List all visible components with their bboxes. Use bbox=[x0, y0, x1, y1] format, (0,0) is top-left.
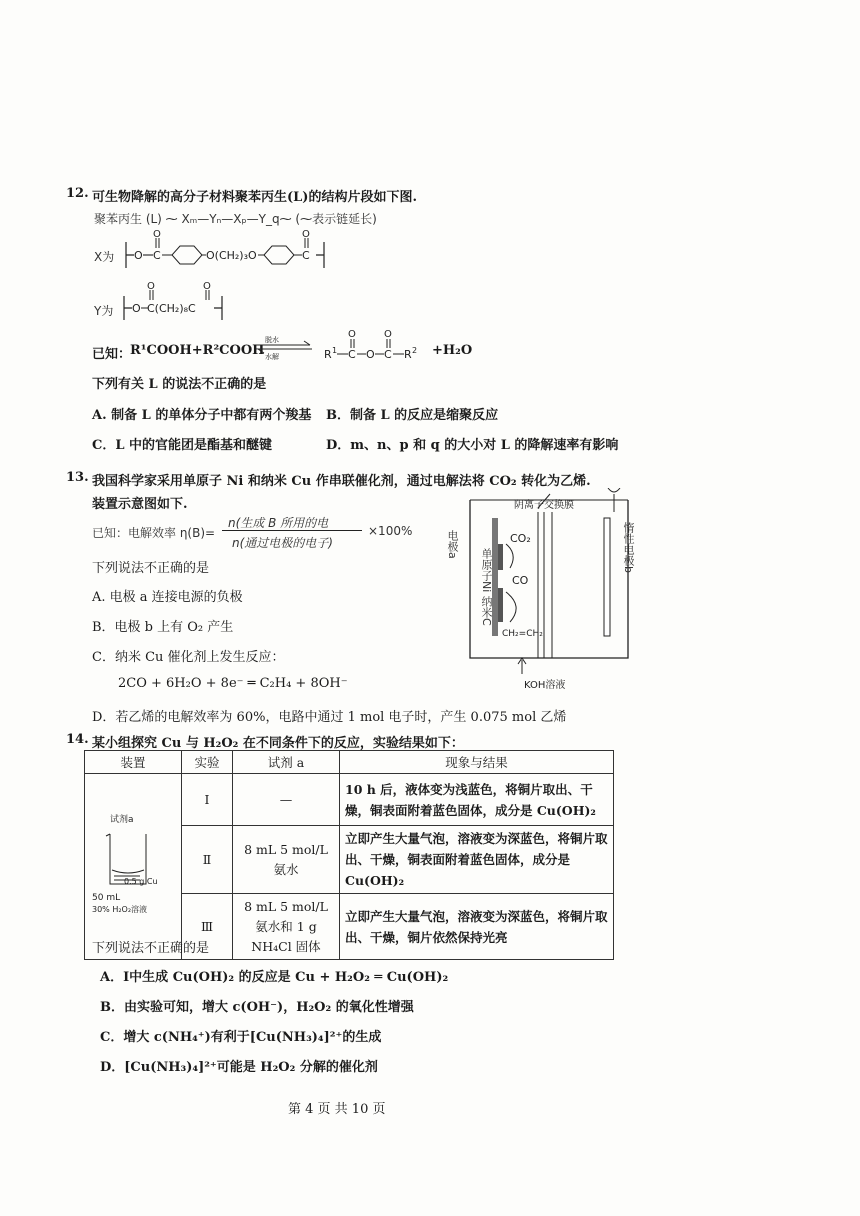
svg-text:O: O bbox=[203, 281, 211, 292]
q12-structure-line: 聚苯丙生 (L) ⁓ Xₘ—Yₙ—Xₚ—Y_q⁓ (⁓表示链延长) bbox=[94, 212, 377, 226]
q13-frac-den: n(通过电极的电子) bbox=[232, 536, 333, 550]
q12-stem: 可生物降解的高分子材料聚苯丙生(L)的结构片段如下图. bbox=[92, 190, 417, 205]
q12-option-b[interactable]: B．制备 L 的反应是缩聚反应 bbox=[326, 408, 499, 423]
beaker-copper-label: 0.5 g Cu bbox=[124, 877, 158, 886]
q13-frac-suffix: ×100% bbox=[368, 524, 413, 538]
svg-text:O: O bbox=[348, 329, 356, 340]
reversible-arrow bbox=[252, 334, 316, 360]
header-apparatus: 装置 bbox=[85, 751, 182, 774]
svg-text:2: 2 bbox=[412, 346, 418, 355]
single-ni-label: 单原子Ni bbox=[480, 548, 493, 593]
svg-text:O: O bbox=[132, 302, 141, 315]
q14-option-d[interactable]: D．[Cu(NH₃)₄]²⁺可能是 H₂O₂ 分解的催化剂 bbox=[100, 1060, 378, 1075]
q13-prompt: 下列说法不正确的是 bbox=[92, 561, 210, 576]
svg-text:O: O bbox=[153, 229, 161, 240]
q12-option-c[interactable]: C．L 中的官能团是酯基和醚键 bbox=[92, 438, 273, 453]
anhydride-product-diagram bbox=[324, 326, 424, 366]
nano-cu-label: 纳米C bbox=[480, 596, 493, 626]
q14-number: 14. bbox=[66, 732, 89, 747]
q14-option-c[interactable]: C．增大 c(NH₄⁺)有利于[Cu(NH₃)₄]²⁺的生成 bbox=[100, 1030, 382, 1045]
result-1: 10 h 后，液体变为浅蓝色，将铜片取出、干燥，铜表面附着蓝色固体，成分是 Cu(OH)₂ bbox=[340, 774, 614, 826]
result-3: 立即产生大量气泡，溶液变为深蓝色，将铜片取出、干燥，铜片依然保持光亮 bbox=[340, 894, 614, 960]
q13-option-b[interactable]: B．电极 b 上有 O₂ 产生 bbox=[92, 620, 234, 635]
reagent-3: 8 mL 5 mol/L 氨水和 1 g NH₄Cl 固体 bbox=[233, 894, 340, 960]
q12-option-a[interactable]: A. 制备 L 的单体分子中都有两个羧基 bbox=[92, 408, 312, 423]
left-electrode-label: 电极a bbox=[446, 530, 459, 559]
q13-efficiency-label: 已知：电解效率 η(B)= bbox=[92, 526, 216, 540]
svg-text:R: R bbox=[324, 348, 332, 361]
svg-text:1: 1 bbox=[332, 346, 338, 355]
q14-prompt: 下列说法不正确的是 bbox=[92, 941, 210, 956]
q12-known-water: +H₂O bbox=[432, 343, 473, 358]
table-row bbox=[85, 774, 614, 826]
q12-known-prefix: 已知： bbox=[92, 347, 132, 362]
q13-frac-line bbox=[222, 530, 362, 531]
svg-text:C: C bbox=[302, 249, 310, 262]
co2-label: CO₂ bbox=[510, 532, 531, 545]
svg-text:O: O bbox=[147, 281, 155, 292]
header-result: 现象与结果 bbox=[340, 751, 614, 774]
q13-stem: 我国科学家采用单原子 Ni 和纳米 Cu 作串联催化剂，通过电解法将 CO₂ 转化为乙烯. bbox=[92, 474, 591, 489]
electrode-b bbox=[604, 518, 610, 636]
reagent-1: — bbox=[233, 774, 340, 826]
q13-option-c[interactable]: C．纳米 Cu 催化剂上发生反应： bbox=[92, 650, 285, 665]
table-header-row bbox=[85, 751, 614, 774]
membrane-label: 阴离子交换膜 bbox=[514, 500, 574, 511]
svg-text:C: C bbox=[348, 348, 356, 361]
svg-text:C: C bbox=[153, 249, 161, 262]
beaker-solution-label: 30% H₂O₂溶液 bbox=[92, 905, 148, 914]
exp-1: Ⅰ bbox=[182, 774, 233, 826]
exp-3: Ⅲ bbox=[182, 894, 233, 960]
electrolyte-label: KOH溶液 bbox=[524, 680, 566, 691]
q12-known-reactants: R¹COOH+R²COOH bbox=[130, 343, 265, 358]
q13-equation: 2CO + 6H₂O + 8e⁻ ═ C₂H₄ + 8OH⁻ bbox=[118, 676, 348, 691]
apparatus-cell bbox=[85, 774, 182, 960]
q13-stem2: 装置示意图如下. bbox=[92, 497, 188, 512]
q13-number: 13. bbox=[66, 470, 89, 485]
q14-option-a[interactable]: A．Ⅰ中生成 Cu(OH)₂ 的反应是 Cu + H₂O₂ ═ Cu(OH)₂ bbox=[100, 970, 449, 985]
arrow-top-label: 脱水 bbox=[265, 336, 279, 344]
q13-frac-num: n(生成 B 所用的电 bbox=[228, 516, 329, 530]
electrolysis-apparatus bbox=[440, 488, 640, 698]
result-2: 立即产生大量气泡，溶液变为深蓝色，将铜片取出、干燥，铜表面附着蓝色固体，成分是 Cu(OH)₂ bbox=[340, 826, 614, 894]
svg-text:C: C bbox=[384, 348, 392, 361]
right-electrode-label: 惰性电极b bbox=[622, 522, 635, 573]
reagent-2: 8 mL 5 mol/L 氨水 bbox=[233, 826, 340, 894]
beaker-diagram bbox=[90, 800, 170, 930]
svg-text:O: O bbox=[134, 249, 143, 262]
page-footer: 第 4 页 共 10 页 bbox=[288, 1102, 386, 1117]
arrow-bottom-label: 水解 bbox=[265, 353, 279, 361]
header-reagent: 试剂 a bbox=[233, 751, 340, 774]
q12-number: 12. bbox=[66, 186, 89, 201]
x-inner-group: O(CH₂)₃O bbox=[206, 249, 257, 262]
q12-prompt: 下列有关 L 的说法不正确的是 bbox=[92, 377, 267, 392]
exp-2: Ⅱ bbox=[182, 826, 233, 894]
y-inner-group: C(CH₂)₈C bbox=[147, 302, 196, 315]
svg-text:O: O bbox=[384, 329, 392, 340]
ethylene-label: CH₂=CH₂ bbox=[502, 629, 543, 639]
q14-stem: 某小组探究 Cu 与 H₂O₂ 在不同条件下的反应，实验结果如下： bbox=[92, 736, 464, 751]
q12-x-label: X为 bbox=[94, 250, 115, 264]
svg-text:R: R bbox=[404, 348, 412, 361]
svg-text:O: O bbox=[366, 348, 375, 361]
q13-option-d[interactable]: D．若乙烯的电解效率为 60%，电路中通过 1 mol 电子时，产生 0.075 mol 乙烯 bbox=[92, 710, 567, 725]
svg-text:O: O bbox=[302, 229, 310, 240]
beaker-reagent-label: 试剂a bbox=[110, 815, 134, 825]
y-structure-diagram bbox=[118, 280, 228, 324]
q13-option-a[interactable]: A. 电极 a 连接电源的负极 bbox=[92, 590, 243, 605]
header-experiment: 实验 bbox=[182, 751, 233, 774]
co-label: CO bbox=[512, 574, 529, 587]
beaker-volume-label: 50 mL bbox=[92, 893, 121, 903]
q14-option-b[interactable]: B．由实验可知，增大 c(OH⁻)，H₂O₂ 的氧化性增强 bbox=[100, 1000, 414, 1015]
q12-option-d[interactable]: D．m、n、p 和 q 的大小对 L 的降解速率有影响 bbox=[326, 438, 619, 453]
q12-y-label: Y为 bbox=[94, 304, 114, 318]
x-structure-diagram bbox=[120, 228, 330, 272]
experiment-table bbox=[84, 750, 614, 960]
